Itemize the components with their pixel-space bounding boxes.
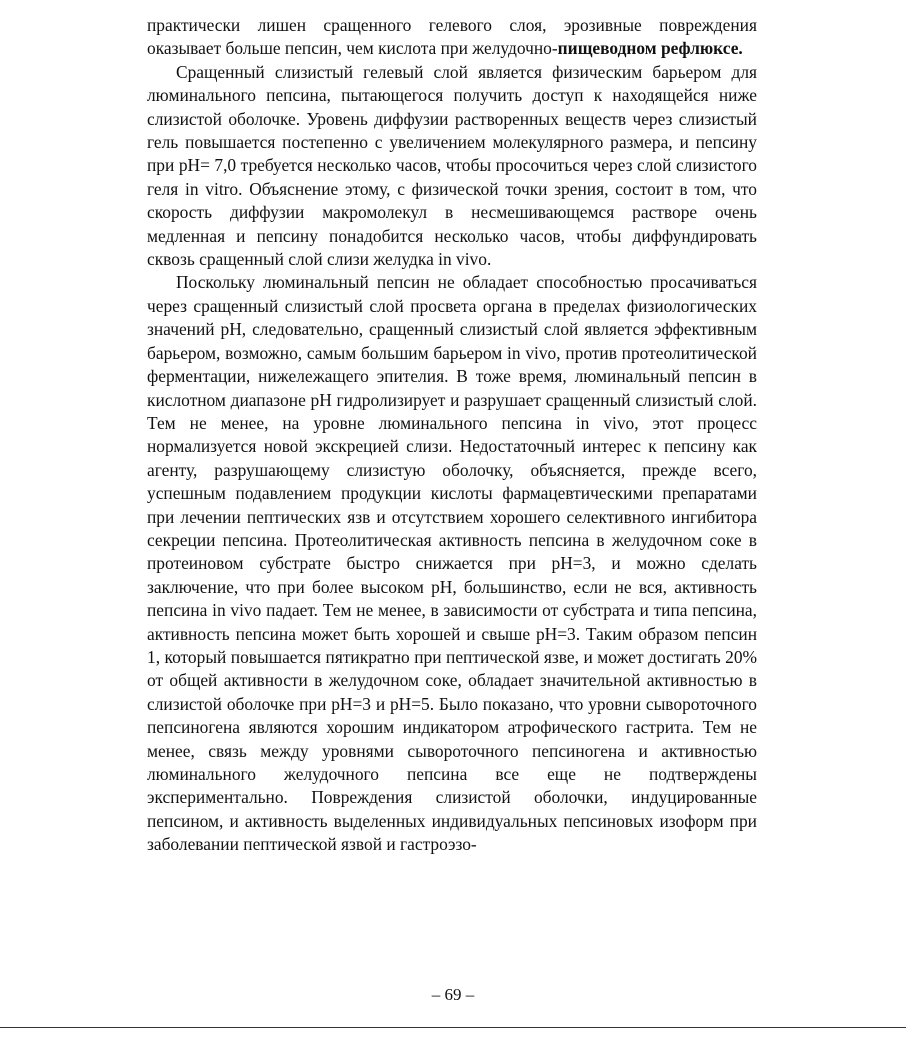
- bold-term: пищеводном рефлюксе.: [557, 38, 743, 59]
- bottom-divider: [0, 1027, 906, 1028]
- paragraph-1-text: практически лишен сращенного гелевого слоя, эрозивные повреждения оказывает больше пепсин, чем кислота при желудочно-: [147, 15, 757, 59]
- page-number: – 69 –: [431, 985, 475, 1004]
- paragraph-1: [147, 14, 757, 61]
- paragraph-3: Поскольку люминальный пепсин не обладает способностью просачиваться через сращенный слизистый слой просвета органа в пределах физиологических значений pH, следовательно, сращенный слизистый слой является эффективным барьером, возможно, самым большим барьером in vivo, против протеолитической ферментации, нижележащего эпителия. В тоже время, люминальный пепсин в кислотном диапазоне pH гидролизирует и разрушает сращенный слизистый слой. Тем не менее, на уровне люминального пепсина in vivo, этот процесс нормализуется новой экскрецией слизи. Недостаточный интерес к пепсину как агенту, разрушающему слизистую оболочку, объясняется, прежде всего, успешным подавлением продукции кислоты фармацевтическими препаратами при лечении пептических язв и отсутствием хорошего селективного ингибитора секреции пепсина. Протеолитическая активность пепсина в желудочном соке в протеиновом субстрате быстро снижается при pH=3, и можно сделать заключение, что при более высоком pH, большинство, если не вся, активность пепсина in vivo падает. Тем не менее, в зависимости от субстрата и типа пепсина, активность пепсина может быть хорошей и свыше pH=3. Таким образом пепсин 1, который повышается пятикратно при пептической язве, и может достигать 20% от общей активности в желудочном соке, обладает значительной активностью в слизистой оболочке при pH=3 и pH=5. Было показано, что уровни сывороточного пепсиногена являются хорошим индикатором атрофического гастрита. Тем не менее, связь между уровнями сывороточного пепсиногена и активностью люминального желудочного пепсина все еще не подтверждены экспериментально. Повреждения слизистой оболочки, индуцированные пепсином, и активность выделенных индивидуальных пепсиновых изоформ при заболевании пептической язвой и гастроэзо-: [147, 272, 757, 855]
- paragraph-2: Сращенный слизистый гелевый слой является физическим барьером для люминального пепсина, пытающегося получить доступ к находящейся ниже слизистой оболочке. Уровень диффузии растворенных веществ через слизистый гель повышается постепенно с увеличением молекулярного размера, и пепсину при pH= 7,0 требуется несколько часов, чтобы просочиться через слой слизистого геля in vitro. Объяснение этому, с физической точки зрения, состоит в том, что скорость диффузии макромолекул в несмешивающемся растворе очень медленная и пепсину понадобится несколько часов, чтобы диффундировать сквозь сращенный слой слизи желудка in vivo.: [147, 61, 757, 270]
- document-page: [147, 14, 757, 857]
